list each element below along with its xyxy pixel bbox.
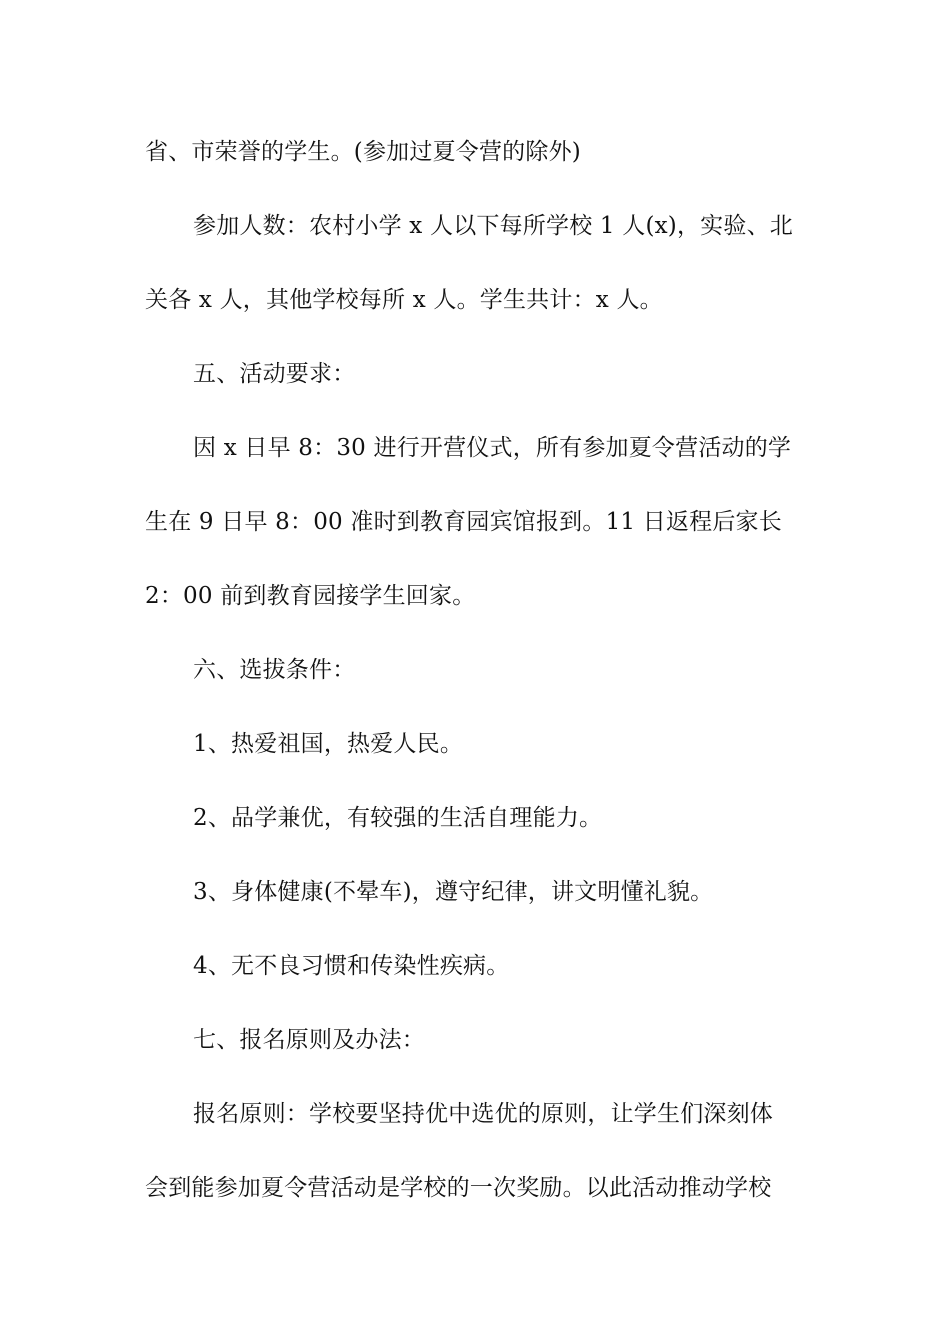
schedule-paragraph: 因 x 日早 8：30 进行开营仪式，所有参加夏令营活动的学: [193, 435, 792, 461]
section-heading-selection: 六、选拔条件：: [193, 657, 356, 683]
list-item-1: 1、热爱祖国，热爱人民。: [193, 731, 464, 757]
text-line-3: 关各 x 人，其他学校每所 x 人。学生共计：x 人。: [145, 287, 663, 313]
text-line-7: 2：00 前到教育园接学生回家。: [145, 583, 476, 609]
registration-principle-paragraph: 报名原则：学校要坚持优中选优的原则，让学生们深刻体: [193, 1101, 773, 1127]
list-item-4: 4、无不良习惯和传染性疾病。: [193, 953, 510, 979]
section-heading-registration: 七、报名原则及办法：: [193, 1027, 425, 1053]
list-item-3: 3、身体健康(不晕车)，遵守纪律，讲文明懂礼貌。: [193, 879, 714, 905]
participants-count-paragraph: 参加人数：农村小学 x 人以下每所学校 1 人(x)，实验、北: [193, 213, 793, 239]
text-line-6: 生在 9 日早 8：00 准时到教育园宾馆报到。11 日返程后家长: [145, 509, 782, 535]
text-line-1: 省、市荣誉的学生。(参加过夏令营的除外): [145, 139, 581, 165]
text-line-15: 会到能参加夏令营活动是学校的一次奖励。以此活动推动学校: [145, 1175, 772, 1201]
section-heading-requirements: 五、活动要求：: [193, 361, 356, 387]
list-item-2: 2、品学兼优，有较强的生活自理能力。: [193, 805, 603, 831]
